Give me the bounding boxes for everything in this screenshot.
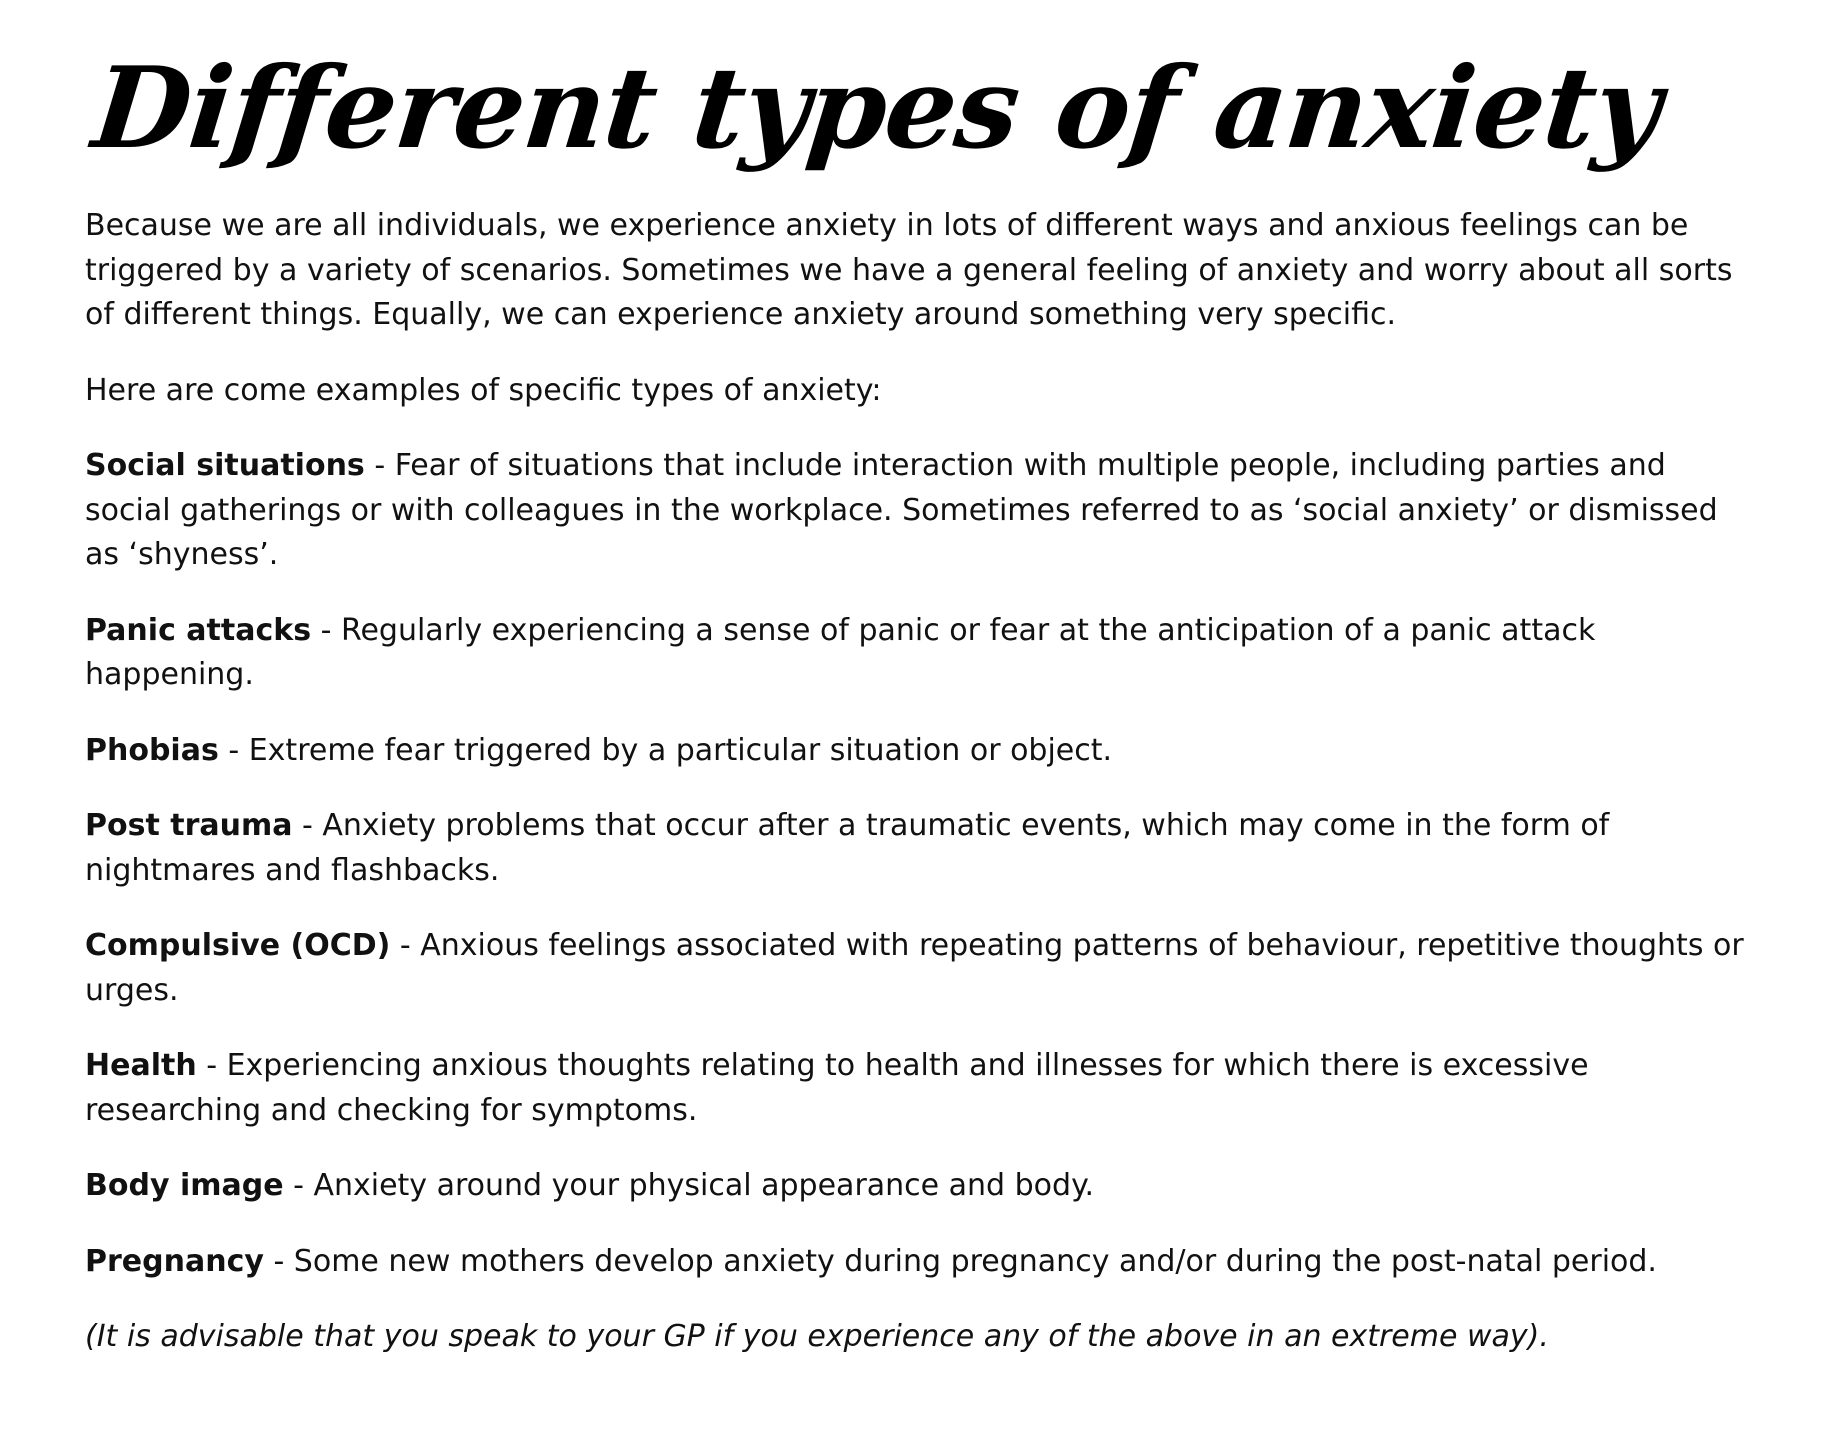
anxiety-type-panic (85, 609, 1745, 698)
anxiety-type-description: - Anxiety around your physical appearance and body. (283, 1168, 1095, 1203)
page-title: Different types of anxiety (87, 43, 1667, 174)
anxiety-type-pregnancy (85, 1240, 1745, 1285)
document-page (85, 24, 1745, 1360)
anxiety-type-post-trauma (85, 804, 1745, 893)
anxiety-type-description: - Experiencing anxious thoughts relating to health and illnesses for which there is excessive researching and checking for symptoms. (85, 1048, 1589, 1128)
anxiety-type-health (85, 1044, 1745, 1133)
lead-paragraph: Here are come examples of specific types of anxiety: (85, 372, 882, 408)
anxiety-type-term: Social situations (85, 448, 365, 483)
anxiety-type-compulsive (85, 924, 1745, 1013)
anxiety-type-phobias (85, 729, 1745, 774)
anxiety-type-term: Health (85, 1048, 197, 1083)
anxiety-type-term: Compulsive (OCD) (85, 928, 391, 963)
anxiety-type-description: - Anxiety problems that occur after a traumatic events, which may come in the form of nightmares and flashbacks. (85, 808, 1610, 888)
anxiety-type-term: Phobias (85, 732, 219, 768)
anxiety-type-description: - Fear of situations that include interaction with multiple people, including parties and social gatherings or with colleagues in the workplace. Sometimes referred to as ‘social anxiety’ or dismissed as ‘shyness’. (85, 448, 1718, 572)
anxiety-type-description: - Regularly experiencing a sense of panic or fear at the anticipation of a panic attack happening. (85, 612, 1596, 692)
anxiety-type-social (85, 444, 1745, 578)
anxiety-type-term: Body image (85, 1168, 284, 1203)
gp-advice-note: (It is advisable that you speak to your GP if you experience any of the above in an extreme way). (85, 1319, 1549, 1354)
anxiety-type-description: - Some new mothers develop anxiety during pregnancy and/or during the post-natal period. (263, 1243, 1657, 1279)
anxiety-type-term: Pregnancy (85, 1243, 264, 1279)
anxiety-type-body-image (85, 1164, 1745, 1209)
anxiety-type-description: - Extreme fear triggered by a particular situation or object. (218, 732, 1113, 768)
anxiety-type-description: - Anxious feelings associated with repeating patterns of behaviour, repetitive thoughts or urges. (85, 928, 1744, 1008)
anxiety-type-term: Post trauma (85, 808, 293, 843)
anxiety-type-term: Panic attacks (85, 612, 312, 648)
intro-paragraph: Because we are all individuals, we experience anxiety in lots of different ways and anxious feelings can be triggered by a variety of scenarios. Sometimes we have a general feeling of anxiety and worry about all sorts of different things. Equally, we can experience anxiety around something very specific. (85, 208, 1733, 332)
